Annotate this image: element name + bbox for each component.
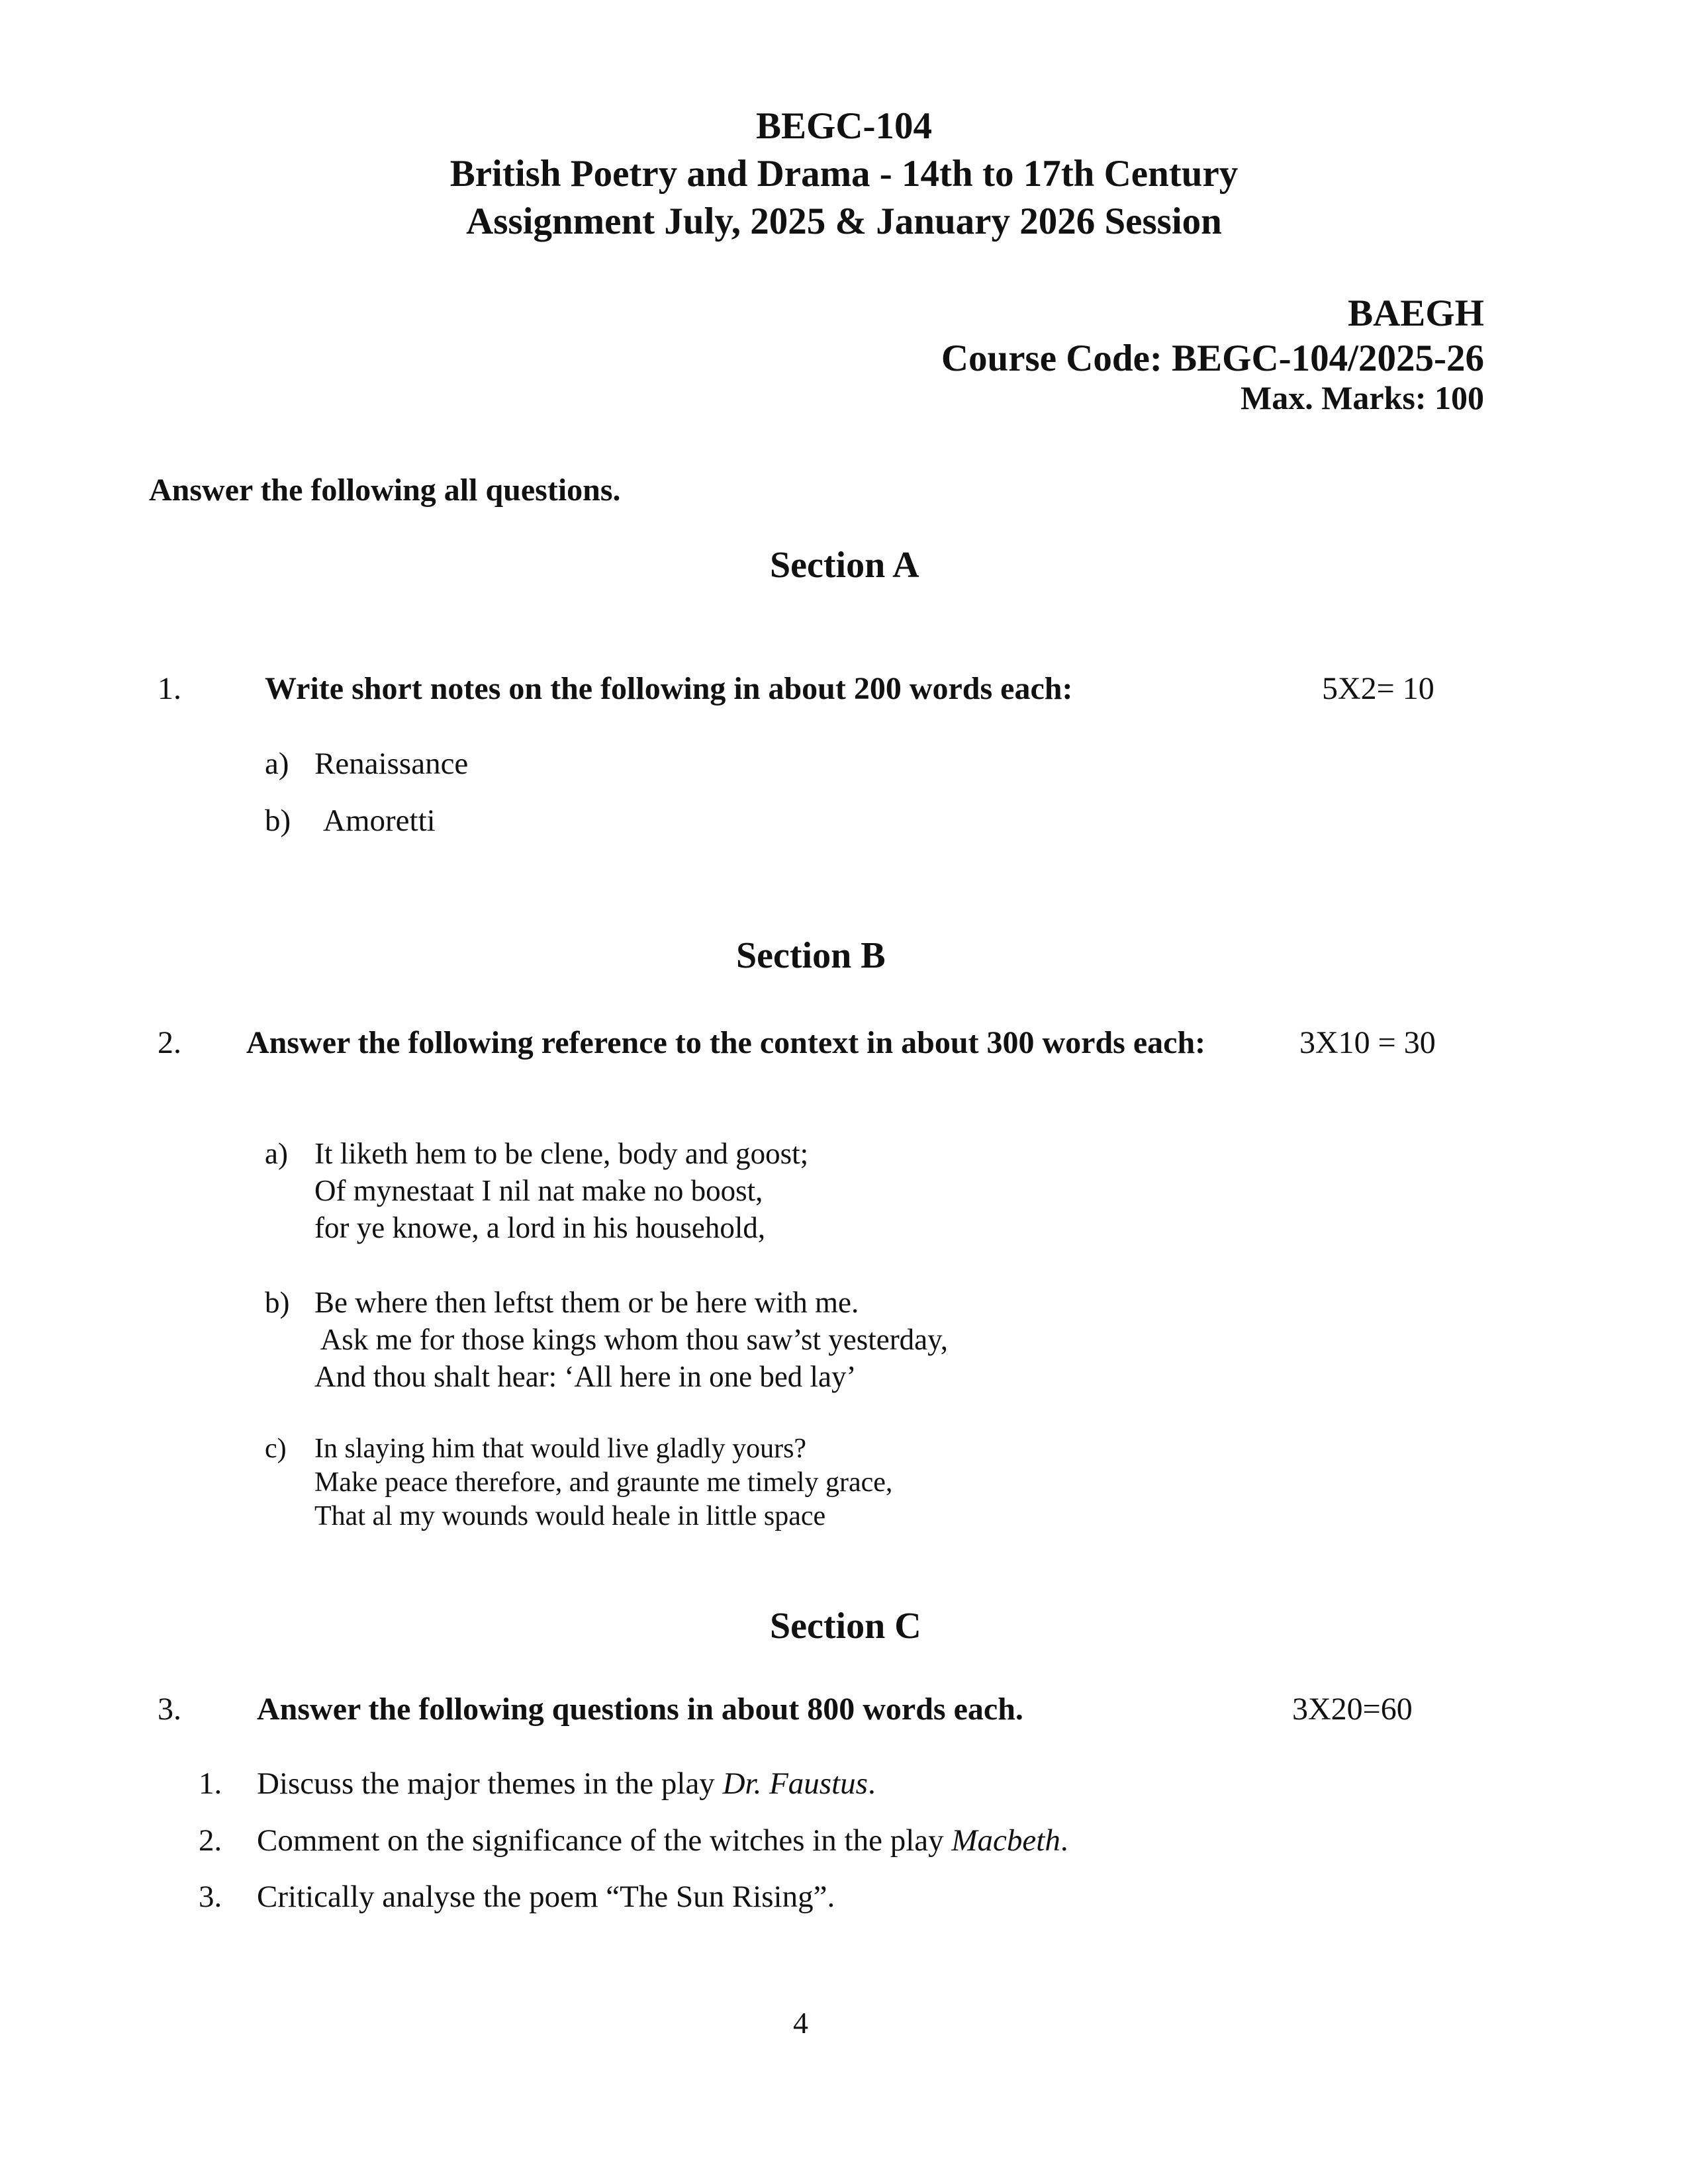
course-code-line: Course Code: BEGC-104/2025-26 — [941, 338, 1484, 379]
list-item: Discuss the major themes in the play Dr. Faustus. — [257, 1766, 876, 1801]
context-line: And thou shalt hear: ‘All here in one bed lay’ — [314, 1360, 857, 1393]
item-label: b) — [265, 1286, 290, 1319]
section-c-title: Section C — [770, 1606, 921, 1647]
question-text: Write short notes on the following in about 200 words each: — [265, 671, 1073, 706]
session-title: Assignment July, 2025 & January 2026 Session — [466, 201, 1222, 242]
instruction: Answer the following all questions. — [149, 473, 621, 508]
item-text: Amoretti — [323, 803, 436, 838]
course-title: British Poetry and Drama - 14th to 17th Century — [449, 153, 1239, 195]
context-line: Make peace therefore, and graunte me timely grace, — [314, 1467, 893, 1498]
context-line: for ye knowe, a lord in his household, — [314, 1211, 766, 1244]
context-line: In slaying him that would live gladly yours? — [314, 1433, 807, 1464]
max-marks: Max. Marks: 100 — [1241, 379, 1484, 416]
item-label: 3. — [199, 1880, 222, 1914]
section-a-title: Section A — [770, 545, 919, 586]
question-text: Answer the following reference to the context in about 300 words each: — [246, 1025, 1206, 1060]
context-line: Be where then leftst them or be here with me. — [314, 1286, 859, 1319]
question-marks: 3X10 = 30 — [1299, 1025, 1436, 1060]
section-b-title: Section B — [736, 935, 886, 976]
context-line: That al my wounds would heale in little space — [314, 1501, 826, 1531]
question-number: 2. — [158, 1025, 181, 1060]
page-number: 4 — [793, 2006, 808, 2040]
context-line: Ask me for those kings whom thou saw’st yesterday, — [314, 1323, 948, 1356]
list-item: Critically analyse the poem “The Sun Rising”. — [257, 1880, 835, 1914]
list-item: Comment on the significance of the witches in the play Macbeth. — [257, 1823, 1068, 1858]
course-code-title: BEGC-104 — [755, 105, 933, 147]
question-marks: 3X20=60 — [1292, 1692, 1413, 1727]
item-label: 1. — [199, 1766, 222, 1801]
play-title: Dr. Faustus — [722, 1766, 868, 1801]
item-label: c) — [265, 1433, 287, 1464]
play-title: Macbeth — [951, 1823, 1060, 1858]
context-line: Of mynestaat I nil nat make no boost, — [314, 1174, 763, 1207]
item-label: a) — [265, 1137, 288, 1170]
context-line: It liketh hem to be clene, body and goost; — [314, 1137, 809, 1170]
item-label: a) — [265, 747, 289, 781]
question-marks: 5X2= 10 — [1322, 671, 1434, 706]
question-number: 3. — [158, 1692, 181, 1727]
question-text: Answer the following questions in about 800 words each. — [257, 1692, 1023, 1727]
item-text: Renaissance — [314, 747, 469, 781]
item-label: 2. — [199, 1823, 222, 1858]
question-number: 1. — [158, 671, 181, 706]
programme-code: BAEGH — [1348, 293, 1484, 334]
item-label: b) — [265, 803, 291, 838]
